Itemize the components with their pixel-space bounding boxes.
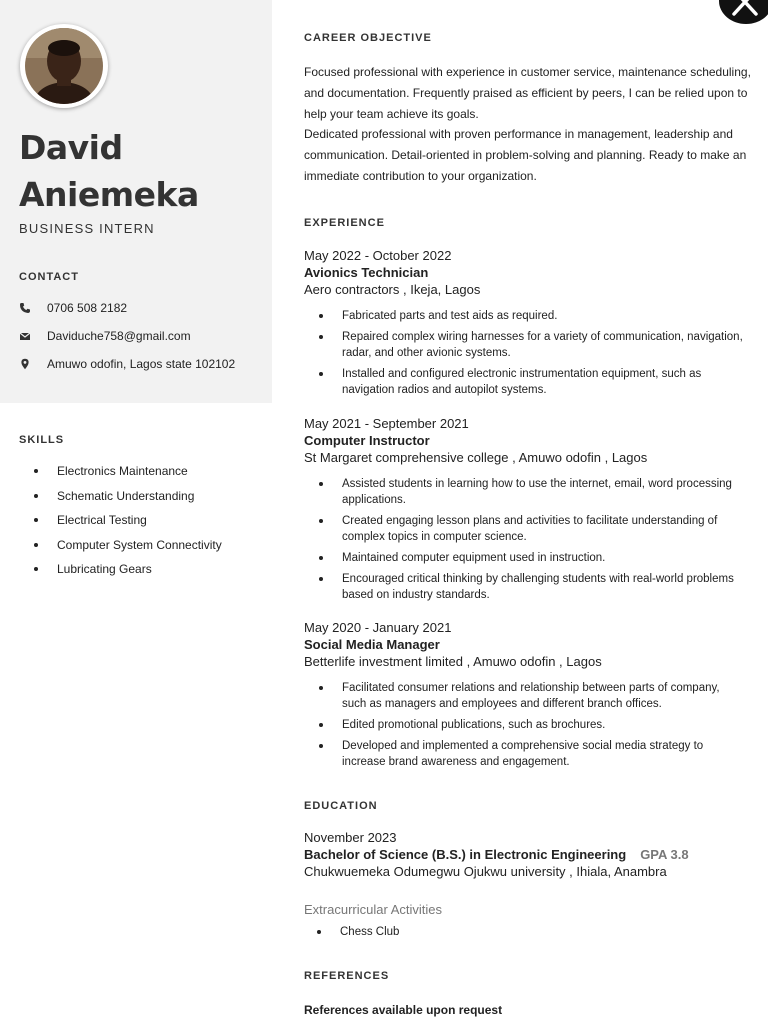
skills-heading: SKILLS	[19, 434, 65, 446]
job-date: May 2020 - January 2021	[304, 620, 452, 635]
job-company: Aero contractors , Ikeja, Lagos	[304, 282, 481, 297]
email-address[interactable]: Daviduche758@gmail.com	[47, 329, 191, 343]
job-company: St Margaret comprehensive college , Amuwo odofin , Lagos	[304, 450, 648, 465]
job-date: May 2022 - October 2022	[304, 248, 452, 263]
job-bullets	[319, 476, 744, 603]
email-icon	[19, 330, 31, 342]
objective-paragraph: Focused professional with experience in customer service, maintenance scheduling, and documentation. Frequently praised as efficient by peers, I can be relied upon to help your team achieve its goals.	[304, 65, 751, 121]
objective-paragraph: Dedicated professional with proven performance in management, leadership and communication. Detail-oriented in problem-solving and planning. Ready to make an immediate contribution to your organization.	[304, 127, 747, 183]
close-icon	[719, 0, 768, 24]
job-bullets	[319, 680, 744, 770]
job-title: Computer Instructor	[304, 433, 430, 448]
list-item: Encouraged critical thinking by challenging students with real-world problems based on industry standards.	[319, 571, 744, 603]
list-item: Installed and configured electronic instrumentation equipment, such as navigation radios and autopilot systems.	[319, 366, 744, 398]
degree-title: Bachelor of Science (B.S.) in Electronic Engineering	[304, 847, 627, 862]
first-name: David	[19, 128, 123, 167]
last-name: Aniemeka	[19, 175, 199, 214]
skill-item: Lubricating Gears	[34, 562, 222, 587]
list-item: Chess Club	[317, 924, 742, 940]
extracurricular-heading: Extracurricular Activities	[304, 902, 442, 917]
job-company: Betterlife investment limited , Amuwo odofin , Lagos	[304, 654, 602, 669]
list-item: Maintained computer equipment used in instruction.	[319, 550, 744, 566]
phone-icon	[19, 302, 31, 314]
skill-item: Electrical Testing	[34, 513, 222, 538]
list-item: Developed and implemented a comprehensive social media strategy to increase brand awareness and engagement.	[319, 738, 744, 770]
skill-item: Schematic Understanding	[34, 489, 222, 514]
avatar	[25, 28, 103, 104]
extracurricular-list	[317, 924, 742, 940]
job-title: Avionics Technician	[304, 265, 429, 280]
list-item: Fabricated parts and test aids as required.	[319, 308, 744, 324]
list-item: Edited promotional publications, such as brochures.	[319, 717, 744, 733]
education-school: Chukwuemeka Odumegwu Ojukwu university , Ihiala, Anambra	[304, 864, 667, 879]
postal-address: Amuwo odofin, Lagos state 102102	[47, 357, 236, 371]
list-item: Created engaging lesson plans and activities to facilitate understanding of complex topics in computer science.	[319, 513, 744, 545]
contact-phone	[19, 300, 269, 318]
references-text: References available upon request	[304, 1003, 503, 1017]
close-button[interactable]	[719, 0, 768, 24]
experience-heading: EXPERIENCE	[304, 217, 385, 229]
objective-text	[304, 62, 759, 187]
references-heading: REFERENCES	[304, 970, 390, 982]
skill-item: Computer System Connectivity	[34, 538, 222, 563]
contact-email	[19, 328, 269, 346]
list-item: Repaired complex wiring harnesses for a variety of communication, navigation, radar, and other avionic systems.	[319, 329, 744, 361]
phone-number: 0706 508 2182	[47, 301, 128, 315]
gpa-value: GPA 3.8	[640, 847, 689, 862]
education-heading: EDUCATION	[304, 800, 378, 812]
profile-photo	[20, 24, 108, 108]
education-date: November 2023	[304, 830, 397, 845]
list-item: Facilitated consumer relations and relationship between parts of company, such as managers and employees and different branch offices.	[319, 680, 744, 712]
skills-list	[34, 464, 222, 587]
education-degree-line	[304, 847, 689, 862]
contact-address	[19, 356, 269, 374]
location-pin-icon	[19, 358, 31, 370]
job-role: BUSINESS INTERN	[19, 221, 155, 236]
candidate-name	[19, 124, 199, 218]
list-item: Assisted students in learning how to use the internet, email, word processing applications.	[319, 476, 744, 508]
job-bullets	[319, 308, 744, 398]
job-date: May 2021 - September 2021	[304, 416, 469, 431]
contact-heading: CONTACT	[19, 271, 79, 283]
skill-item: Electronics Maintenance	[34, 464, 222, 489]
objective-heading: CAREER OBJECTIVE	[304, 32, 432, 44]
job-title: Social Media Manager	[304, 637, 440, 652]
